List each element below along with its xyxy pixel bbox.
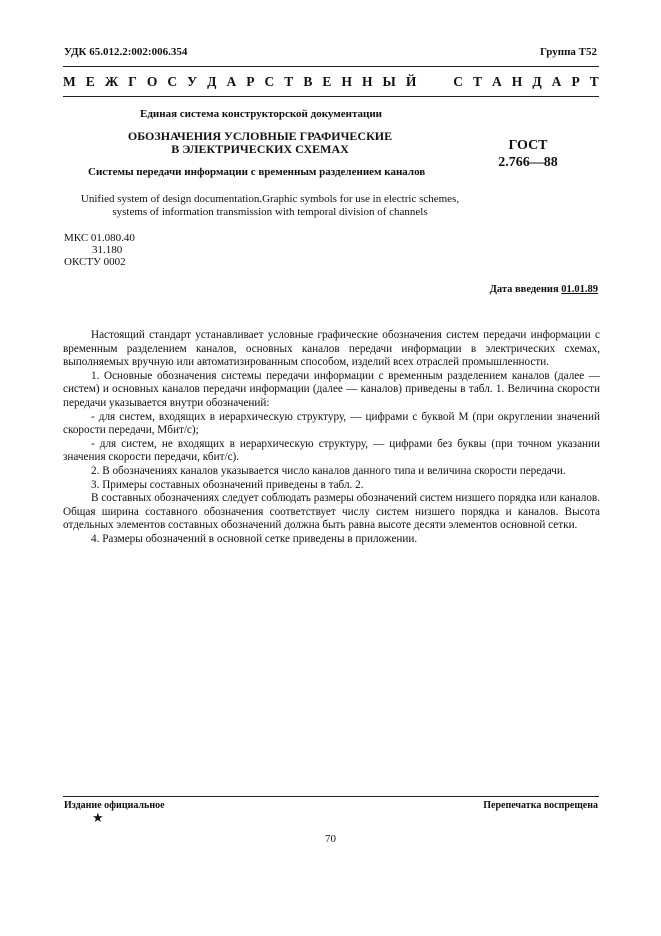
banner-letter: Т — [284, 74, 294, 89]
banner-letter: А — [551, 74, 562, 89]
english-title-line-1: Unified system of design documentation.Graphic symbols for use in electric schemes, — [80, 193, 460, 205]
banner-letter: У — [187, 74, 198, 89]
gost-designation — [483, 137, 573, 171]
body-text — [63, 329, 600, 547]
banner-letter: Г — [128, 74, 137, 89]
okstu-code: ОКСТУ 0002 — [64, 256, 126, 268]
banner-letter: С — [264, 74, 275, 89]
classification-codes — [64, 232, 135, 268]
banner-letter: А — [492, 74, 502, 89]
paragraph: 3. Примеры составных обозначений приведены в табл. 2. — [91, 478, 364, 491]
footer-rule — [63, 796, 599, 797]
paragraph: 1. Основные обозначения системы передачи информации с временным разделением каналов (далее — систем) и основных каналов передачи информации (далее — каналов) приведены в табл. 1. Величина скорости передачи указывается внутри обозначений: — [63, 369, 600, 409]
gost-number: 2.766—88 — [498, 155, 558, 170]
banner-letter: В — [303, 74, 313, 89]
banner-letter: Р — [246, 74, 255, 89]
title-line-1: ОБОЗНАЧЕНИЯ УСЛОВНЫЕ ГРАФИЧЕСКИЕ — [127, 129, 393, 143]
banner-letter: С — [453, 74, 463, 89]
banner-letter: Д — [532, 74, 542, 89]
mks-code: МКС 01.080.40 — [64, 232, 135, 244]
banner-letter: Е — [85, 74, 95, 89]
banner-letter: О — [146, 74, 158, 89]
banner-letter: Д — [207, 74, 217, 89]
english-title-line-2: systems of information transmission with temporal division of channels — [112, 206, 428, 218]
document-subtitle: Системы передачи информации с временным разделением каналов — [88, 166, 426, 178]
official-edition-label: Издание официальное — [64, 800, 165, 811]
page-number: 70 — [325, 833, 336, 845]
banner-letter: А — [226, 74, 237, 89]
title-line-2: В ЭЛЕКТРИЧЕСКИХ СХЕМАХ — [171, 142, 349, 156]
date-value: 01.01.89 — [561, 284, 598, 295]
star-icon: ★ — [92, 810, 104, 825]
banner-letter: Н — [361, 74, 373, 89]
banner-letter: Т — [589, 74, 599, 89]
banner-letter: Е — [322, 74, 332, 89]
banner-letter: Н — [511, 74, 523, 89]
paragraph: В составных обозначениях следует соблюдать размеры обозначений систем низшего порядка или каналов. Общая ширина составного обозначения соответствует числу систем низшего порядка и каналов. Высота отдельных элементов составных обозначений должна быть равна высоте десяти элементов основной сетки. — [63, 492, 600, 532]
paragraph: 4. Размеры обозначений в основной сетке приведены в приложении. — [91, 532, 418, 545]
banner-letter — [440, 74, 443, 90]
banner-rule — [63, 96, 599, 97]
paragraph: - для систем, входящих в иерархическую структуру, — цифрами с буквой М (при округлении значений скорости передачи, Мбит/с); — [63, 410, 600, 437]
banner-letter: Ж — [104, 74, 119, 89]
paragraph: - для систем, не входящих в иерархическую структуру, — цифрами без буквы (при точном указании значения скорости передачи, кбит/с). — [63, 437, 600, 464]
banner-letter: Й — [405, 74, 417, 89]
banner-letter: Ы — [382, 74, 396, 89]
document-series: Единая система конструкторской документации — [140, 108, 382, 120]
english-title — [70, 193, 470, 219]
introduction-date — [490, 284, 598, 295]
banner-letter: С — [167, 74, 178, 89]
banner-letter: Т — [472, 74, 482, 89]
date-label: Дата введения — [489, 284, 559, 295]
group-code: Группа Т52 — [539, 46, 597, 58]
banner-letter: Н — [341, 74, 352, 89]
banner-letter: М — [63, 74, 76, 89]
document-title — [100, 130, 420, 156]
gost-label: ГОСТ — [508, 138, 548, 153]
udk-code: УДК 65.012.2:002:006.354 — [64, 46, 188, 58]
paragraph: 2. В обозначениях каналов указывается число каналов данного типа и величина скорости передачи. — [91, 464, 566, 477]
banner-letter: Р — [571, 74, 580, 89]
banner-letter — [426, 74, 429, 90]
mks-code-2: 31.180 — [92, 244, 123, 256]
top-rule — [63, 66, 599, 67]
interstate-standard-banner — [63, 74, 599, 90]
paragraph: Настоящий стандарт устанавливает условные графические обозначения систем передачи информации с временным разделением каналов, основных каналов передачи информации в электрических схемах, выполняемых вручную или автоматизированным способом, изделий всех отраслей промышленности. — [63, 329, 600, 369]
reprint-prohibited-label: Перепечатка воспрещена — [483, 800, 598, 811]
